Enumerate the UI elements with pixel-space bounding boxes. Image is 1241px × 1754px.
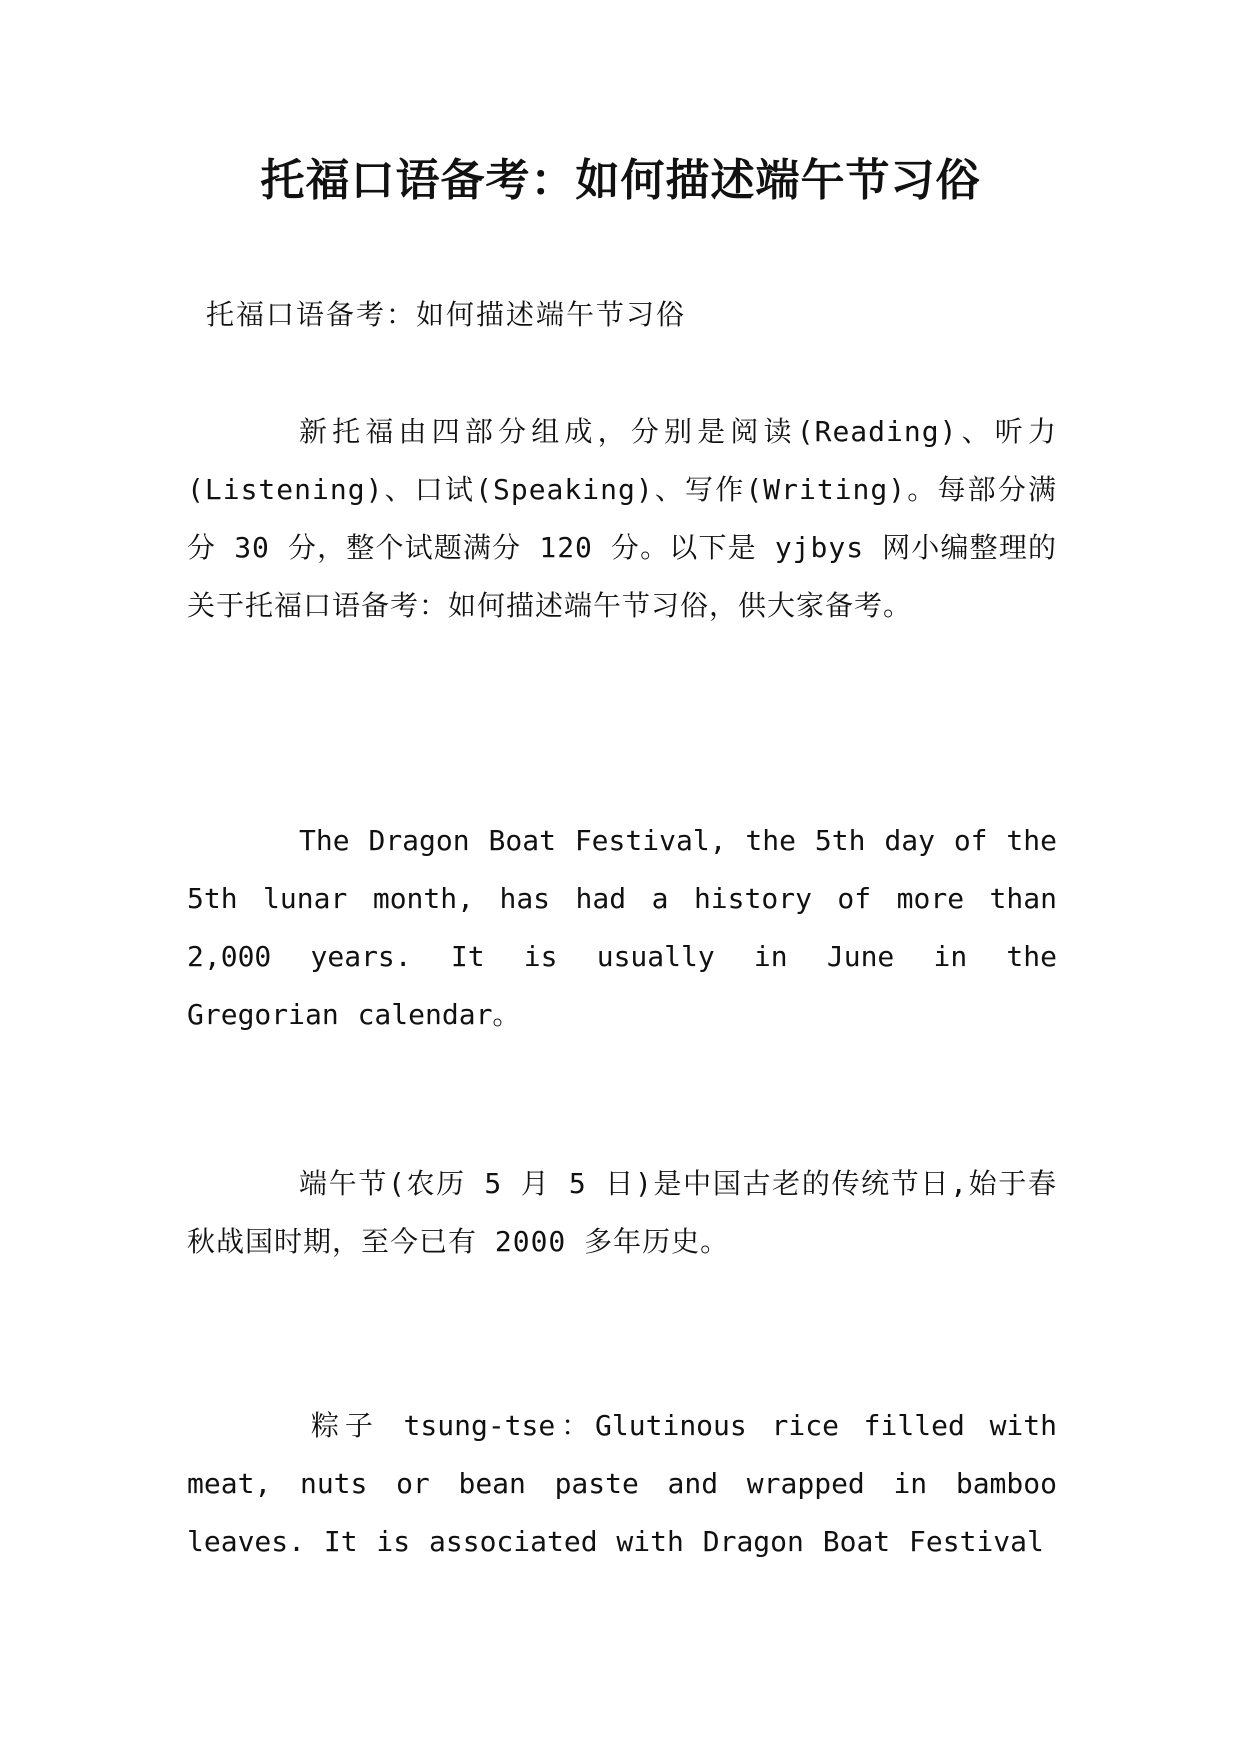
intro-paragraph: 新托福由四部分组成，分别是阅读(Reading)、听力(Listening)、口试(Speaking)、写作(Writing)。每部分满分 30 分，整个试题满分 120 分。以下是 yjbys 网小编整理的关于托福口语备考：如何描述端午节习俗，供大家备考。 bbox=[187, 415, 1057, 622]
document-subtitle: 托福口语备考：如何描述端午节习俗 bbox=[206, 298, 687, 331]
zongzi-paragraph: 粽子 tsung-tse：Glutinous rice filled with meat, nuts or bean paste and wrapped in bamboo leaves. It is associated with Dragon Boat Festival bbox=[187, 1409, 1057, 1558]
document-title: 托福口语备考：如何描述端午节习俗 bbox=[260, 155, 981, 206]
chinese-history-paragraph: 端午节(农历 5 月 5 日)是中国古老的传统节日,始于春秋战国时期，至今已有 2000 多年历史。 bbox=[187, 1167, 1057, 1258]
english-history-paragraph: The Dragon Boat Festival, the 5th day of the 5th lunar month, has had a history of more than 2,000 years. It is usually in June in the Gregorian calendar。 bbox=[187, 824, 1057, 1031]
